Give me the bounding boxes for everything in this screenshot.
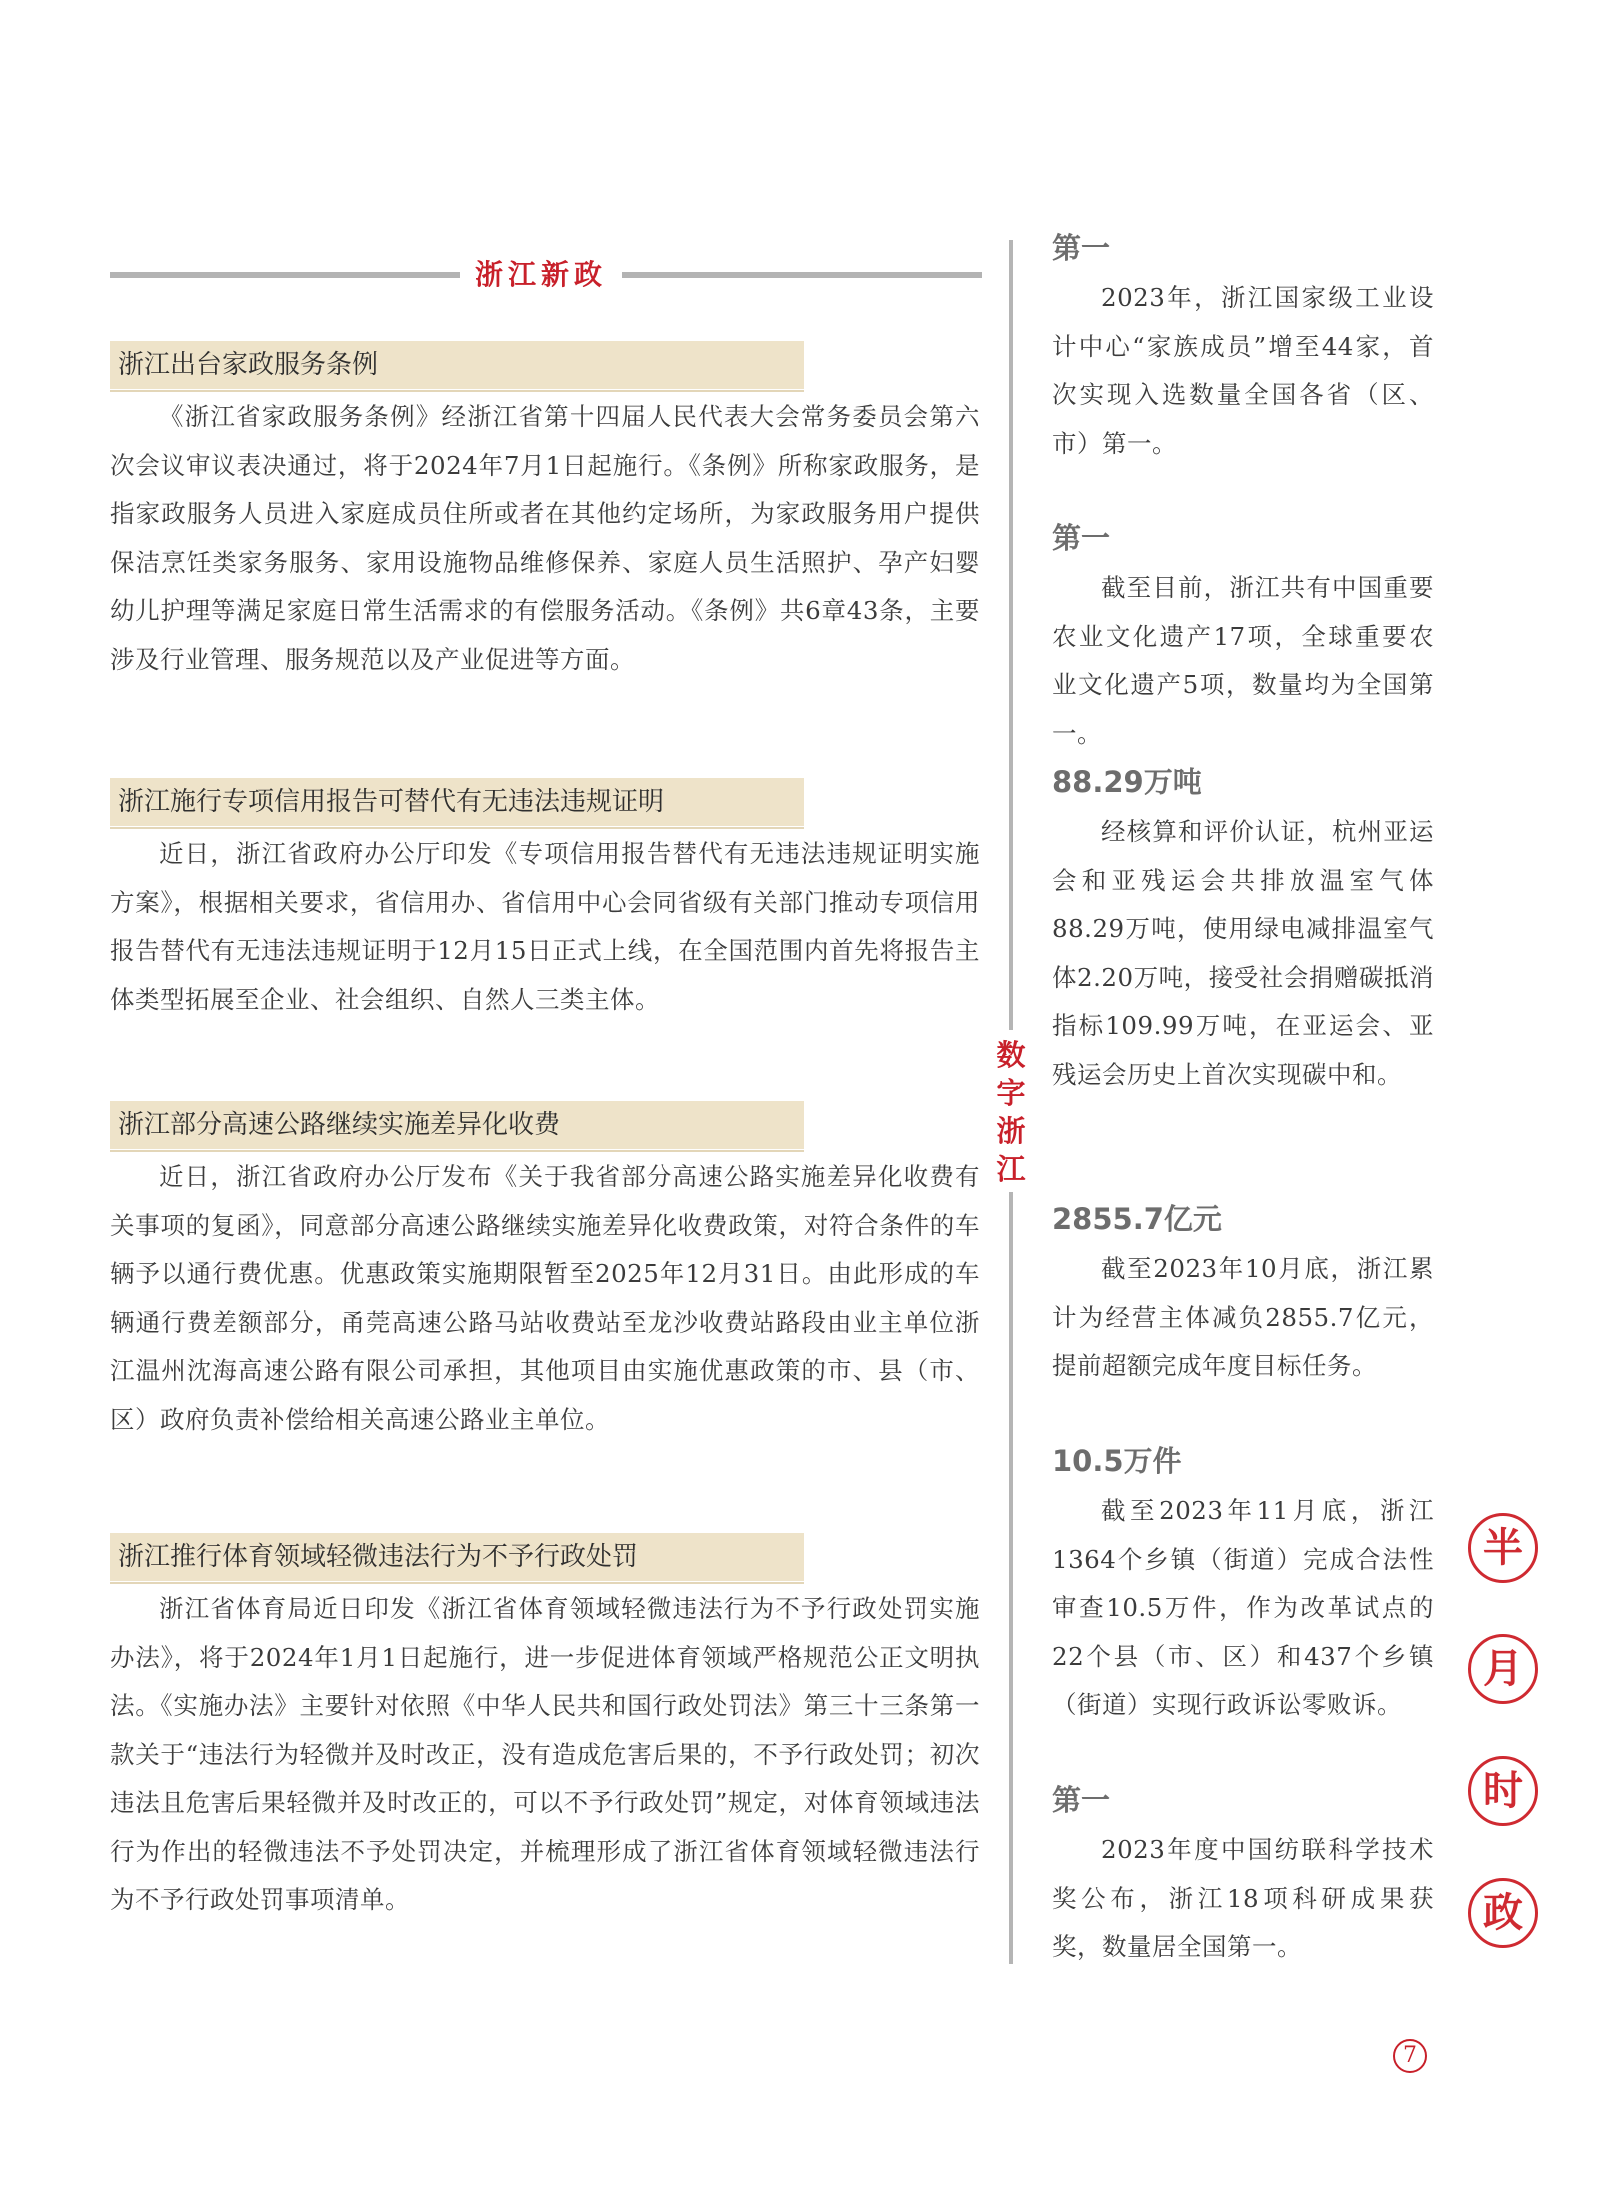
stat-body: 截至2023年11月底，浙江1364个乡镇（街道）完成合法性审查10.5万件，作为改革试点的22个县（市、区）和437个乡镇（街道）实现行政诉讼零败诉。	[1052, 1496, 1434, 1719]
column-label-char: 浙	[996, 1114, 1026, 1148]
stat-block	[1052, 518, 1434, 758]
stat-head: 10.5万件	[1052, 1444, 1182, 1478]
article-title: 浙江推行体育领域轻微违法行为不予行政处罚	[110, 1533, 804, 1581]
column-divider-bottom	[1009, 1192, 1013, 1964]
section-title: 浙江新政	[474, 258, 607, 291]
article	[110, 1533, 980, 1925]
stat-block	[1052, 1441, 1434, 1730]
article-body: 浙江省体育局近日印发《浙江省体育领域轻微违法行为不予行政处罚实施办法》，将于2024年1月1日起施行，进一步促进体育领域严格规范公正文明执法。《实施办法》主要针对依照《中华人民共和国行政处罚法》第三十三条第一款关于“违法行为轻微并及时改正，没有造成危害后果的，不予行政处罚；初次违法且危害后果轻微并及时改正的，可以不予行政处罚”规定，对体育领域违法行为作出的轻微违法不予处罚决定，并梳理形成了浙江省体育领域轻微违法行为不予行政处罚事项清单。	[110, 1594, 980, 1914]
stat-body: 截至目前，浙江共有中国重要农业文化遗产17项，全球重要农业文化遗产5项，数量均为全国第一。	[1052, 573, 1434, 748]
article-body: 《浙江省家政服务条例》经浙江省第十四届人民代表大会常务委员会第六次会议审议表决通过，将于2024年7月1日起施行。《条例》所称家政服务，是指家政服务人员进入家庭成员住所或者在其他约定场所，为家政服务用户提供保洁烹饪类家务服务、家用设施物品维修保养、家庭人员生活照护、孕产妇婴幼儿护理等满足家庭日常生活需求的有偿服务活动。《条例》共6章43条，主要涉及行业管理、服务规范以及产业促进等方面。	[110, 402, 980, 674]
seal-char: 政	[1468, 1878, 1538, 1948]
column-label	[993, 1036, 1029, 1188]
column-label-char: 数	[996, 1038, 1026, 1072]
stat-body: 截至2023年10月底，浙江累计为经营主体减负2855.7亿元，提前超额完成年度目标任务。	[1052, 1254, 1434, 1380]
article-title: 浙江施行专项信用报告可替代有无违法违规证明	[110, 778, 804, 826]
stat-head: 第一	[1052, 1783, 1111, 1817]
article	[110, 341, 980, 684]
column-label-char: 字	[996, 1076, 1026, 1110]
stat-block	[1052, 762, 1434, 1099]
stat-body: 2023年度中国纺联科学技术奖公布，浙江18项科研成果获奖，数量居全国第一。	[1052, 1835, 1434, 1961]
column-divider-top	[1009, 240, 1013, 1030]
stat-head: 88.29万吨	[1052, 765, 1202, 799]
stat-head: 第一	[1052, 521, 1111, 555]
seal-char: 月	[1468, 1634, 1538, 1704]
seal-char: 时	[1468, 1756, 1538, 1826]
stat-block	[1052, 1199, 1434, 1391]
seal-char: 半	[1468, 1513, 1538, 1583]
article-body: 近日，浙江省政府办公厅发布《关于我省部分高速公路实施差异化收费有关事项的复函》，同意部分高速公路继续实施差异化收费政策，对符合条件的车辆予以通行费优惠。优惠政策实施期限暂至2025年12月31日。由此形成的车辆通行费差额部分，甬莞高速公路马站收费站至龙沙收费站路段由业主单位浙江温州沈海高速公路有限公司承担，其他项目由实施优惠政策的市、县（市、区）政府负责补偿给相关高速公路业主单位。	[110, 1162, 980, 1434]
article-body: 近日，浙江省政府办公厅印发《专项信用报告替代有无违法违规证明实施方案》，根据相关要求，省信用办、省信用中心会同省级有关部门推动专项信用报告替代有无违法违规证明于12月15日正式上线，在全国范围内首先将报告主体类型拓展至企业、社会组织、自然人三类主体。	[110, 839, 980, 1014]
article	[110, 1101, 980, 1444]
stat-body: 2023年，浙江国家级工业设计中心“家族成员”增至44家，首次实现入选数量全国各省（区、市）第一。	[1052, 283, 1434, 458]
section-rule-right	[622, 272, 982, 278]
column-label-char: 江	[996, 1152, 1026, 1186]
stat-head: 2855.7亿元	[1052, 1202, 1222, 1236]
section-rule-left	[110, 272, 460, 278]
stat-block	[1052, 228, 1434, 468]
stat-block	[1052, 1780, 1434, 1972]
stat-head: 第一	[1052, 231, 1111, 265]
article	[110, 778, 980, 1024]
article-title: 浙江部分高速公路继续实施差异化收费	[110, 1101, 804, 1149]
page-number: 7	[1393, 2039, 1427, 2073]
article-title: 浙江出台家政服务条例	[110, 341, 804, 389]
stat-body: 经核算和评价认证，杭州亚运会和亚残运会共排放温室气体88.29万吨，使用绿电减排温室气体2.20万吨，接受社会捐赠碳抵消指标109.99万吨，在亚运会、亚残运会历史上首次实现碳中和。	[1052, 817, 1434, 1089]
